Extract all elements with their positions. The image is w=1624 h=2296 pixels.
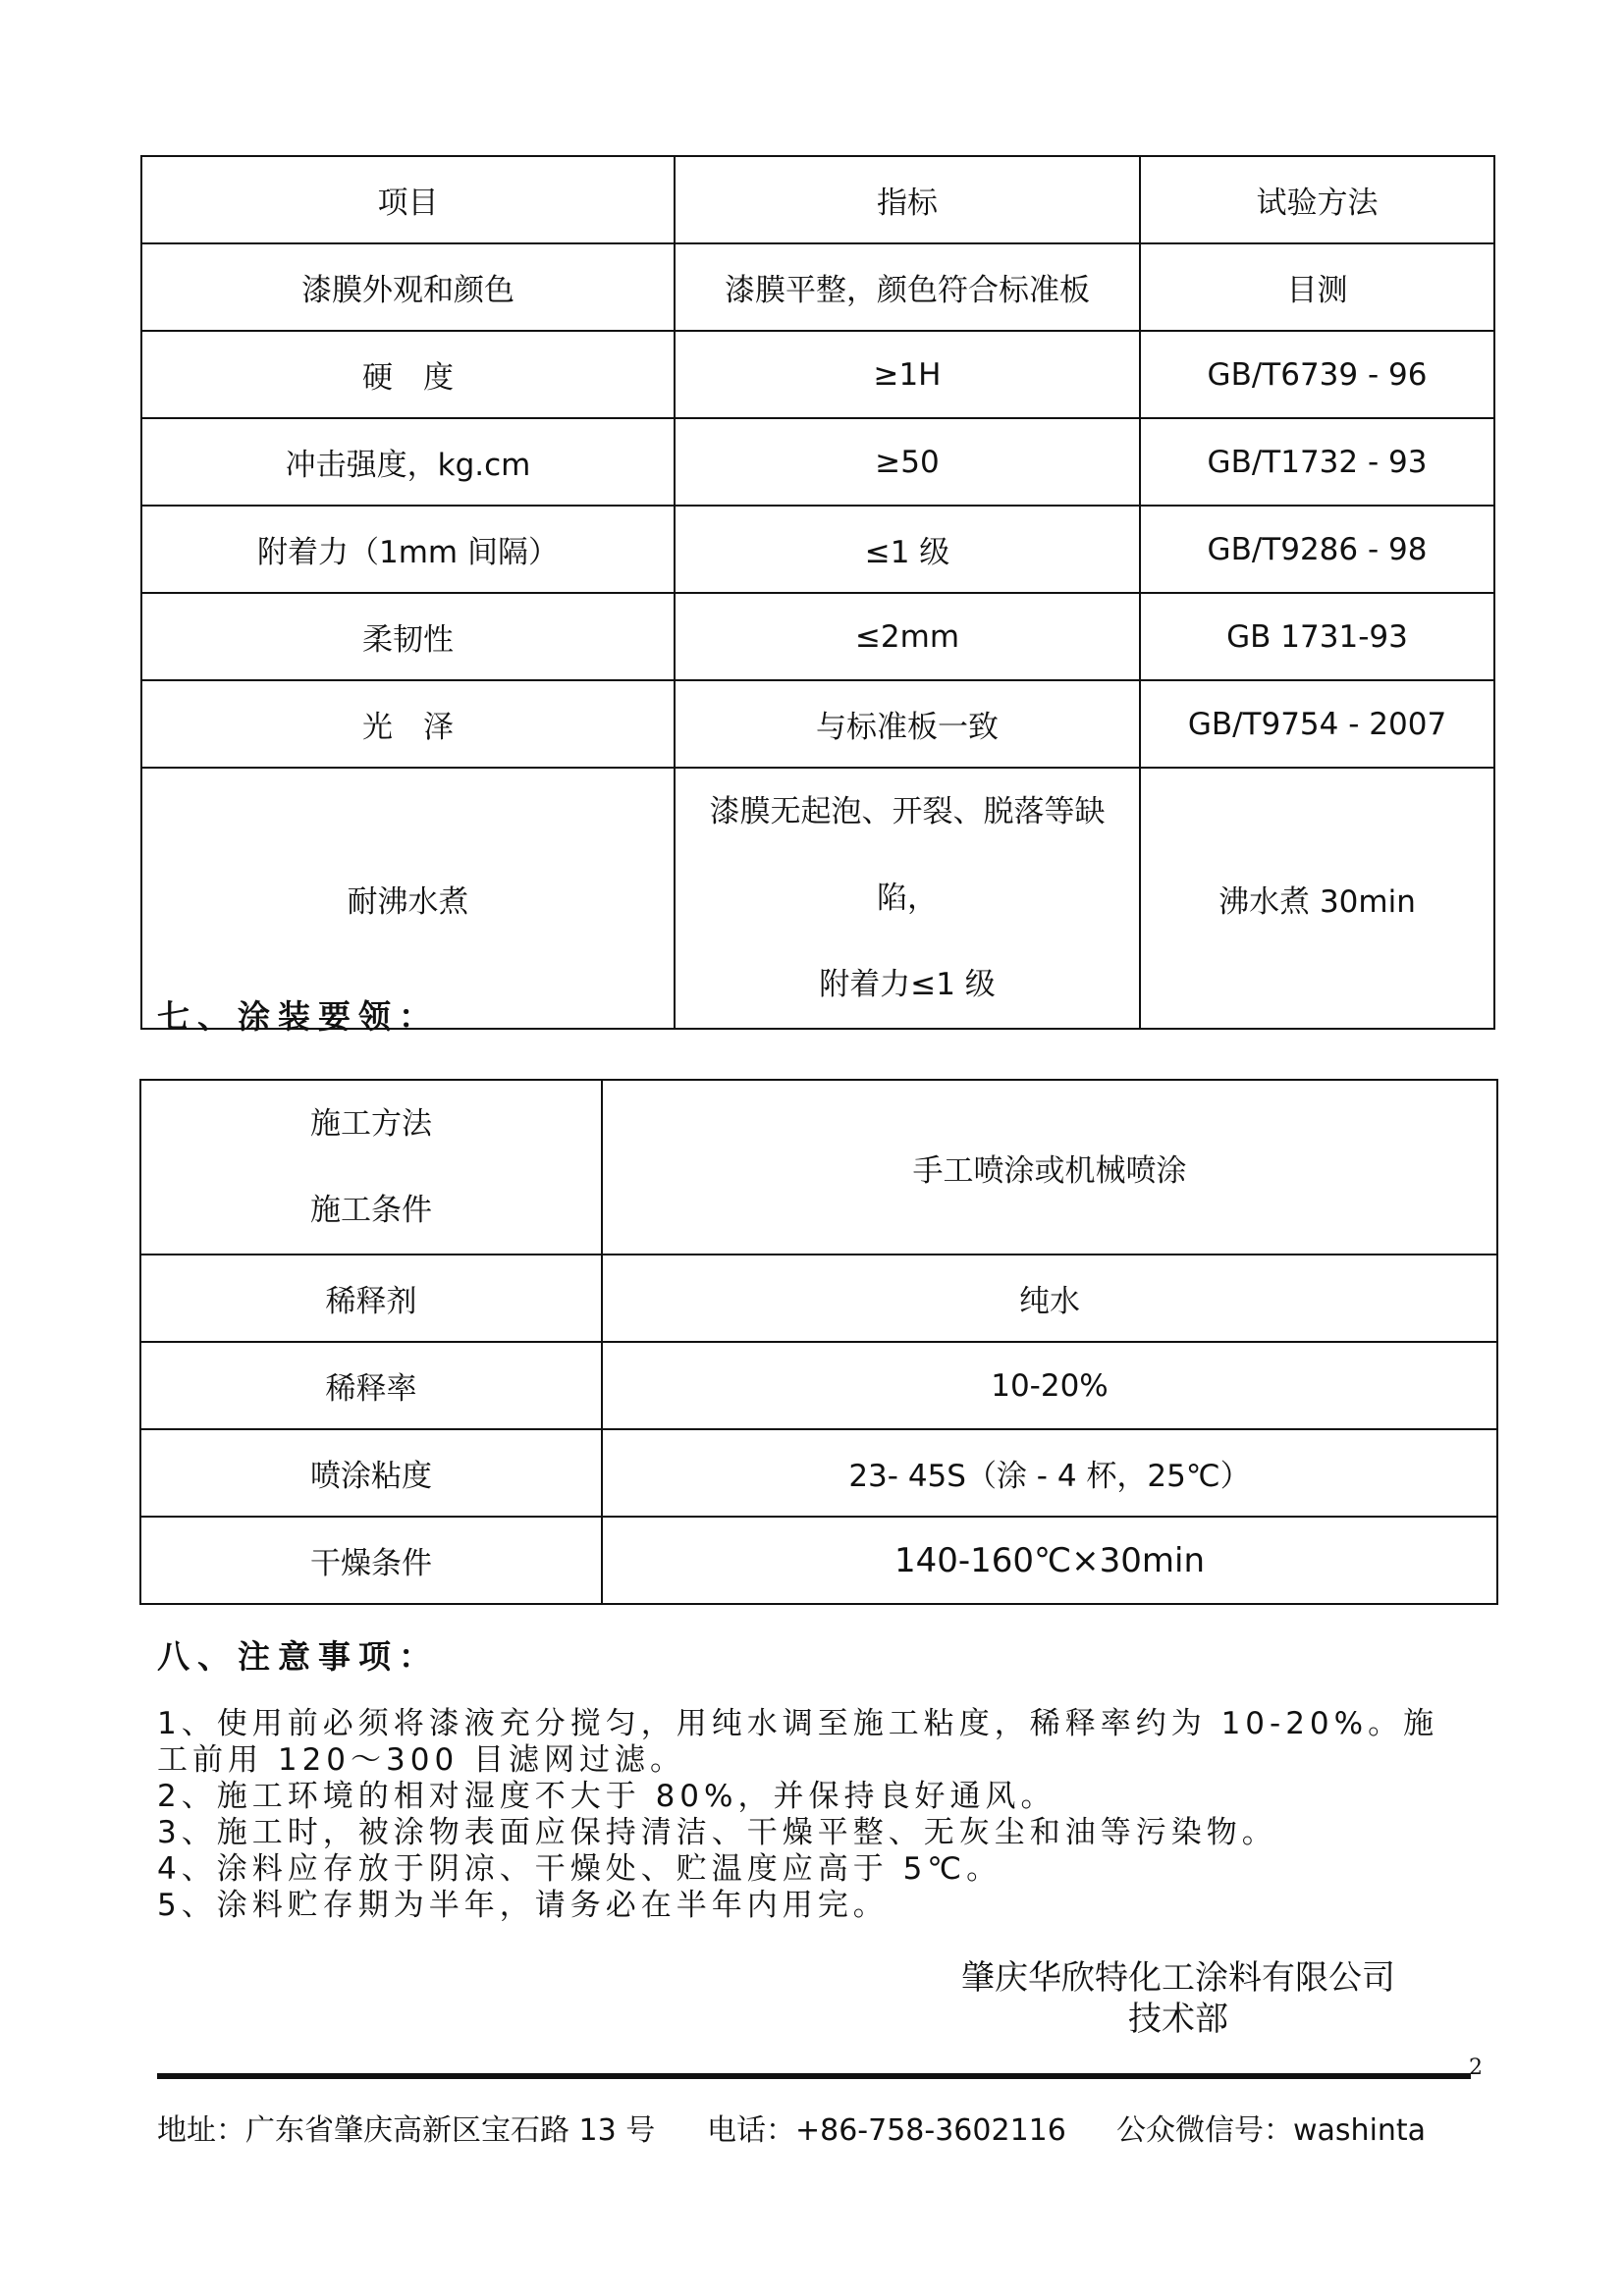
note-item: 4、涂料应存放于阴凉、干燥处、贮温度应高于 5℃。 [157, 1851, 1002, 1887]
header-cell: 项目 [141, 156, 675, 243]
header-cell: 试验方法 [1140, 156, 1494, 243]
table-row [141, 680, 1494, 768]
table-cell: GB/T9754 - 2007 [1140, 680, 1494, 768]
coating-table [139, 1079, 1498, 1605]
table-cell: 耐沸水煮 [141, 768, 675, 1029]
footer-divider [157, 2073, 1471, 2079]
note-item: 5、涂料贮存期为半年，请务必在半年内用完。 [157, 1888, 889, 1923]
table-row [140, 1517, 1497, 1604]
table-row [141, 331, 1494, 418]
table-cell: 光 泽 [141, 680, 675, 768]
table-cell: GB 1731-93 [1140, 593, 1494, 680]
table-row [140, 1342, 1497, 1429]
company-name: 肇庆华欣特化工涂料有限公司 [961, 1958, 1395, 1998]
section-title-coating: 七、涂装要领： [157, 997, 439, 1036]
table-cell [675, 768, 1140, 1029]
table-row [140, 1080, 1497, 1255]
performance-table [140, 155, 1495, 1030]
table-cell: GB/T9286 - 98 [1140, 506, 1494, 593]
table-row [141, 506, 1494, 593]
table-cell: GB/T1732 - 93 [1140, 418, 1494, 506]
table-cell: 漆膜外观和颜色 [141, 243, 675, 331]
footer-wechat: 公众微信号：washinta [1116, 2113, 1427, 2148]
table-cell: ≥1H [675, 331, 1140, 418]
table-cell: ≤1 级 [675, 506, 1140, 593]
table-cell: 喷涂粘度 [140, 1429, 602, 1517]
table-cell: 稀释率 [140, 1342, 602, 1429]
table-row [141, 768, 1494, 1029]
table-cell: 140-160℃×30min [602, 1517, 1497, 1604]
note-item: 1、使用前必须将漆液充分搅匀，用纯水调至施工粘度，稀释率约为 10-20%。施工前用 120～300 目滤网过滤。 [157, 1706, 1439, 1778]
page-number: 2 [1469, 2056, 1483, 2080]
table-cell: 冲击强度，kg.cm [141, 418, 675, 506]
table-row [140, 1255, 1497, 1342]
note-item: 2、施工环境的相对湿度不大于 80%，并保持良好通风。 [157, 1779, 1056, 1814]
cell-line: 附着力≤1 级 [819, 967, 996, 1002]
table-cell: ≥50 [675, 418, 1140, 506]
table-cell: 漆膜平整，颜色符合标准板 [675, 243, 1140, 331]
table-header-row [141, 156, 1494, 243]
section-title-notes: 八、注意事项： [157, 1637, 439, 1676]
note-item: 3、施工时，被涂物表面应保持清洁、干燥平整、无灰尘和油等污染物。 [157, 1815, 1277, 1850]
table-cell: 23- 45S（涂 - 4 杯，25℃） [602, 1429, 1497, 1517]
cell-line: 施工条件 [310, 1193, 432, 1228]
table-cell: 与标准板一致 [675, 680, 1140, 768]
table-cell: GB/T6739 - 96 [1140, 331, 1494, 418]
table-cell: ≤2mm [675, 593, 1140, 680]
table-row [141, 418, 1494, 506]
table-cell: 纯水 [602, 1255, 1497, 1342]
cell-line: 施工方法 [310, 1106, 432, 1142]
table-row [141, 243, 1494, 331]
footer-phone: 电话：+86-758-3602116 [707, 2113, 1066, 2148]
table-cell: 10-20% [602, 1342, 1497, 1429]
table-cell: 干燥条件 [140, 1517, 602, 1604]
table-cell: 手工喷涂或机械喷涂 [602, 1080, 1497, 1255]
table-cell: 目测 [1140, 243, 1494, 331]
header-cell: 指标 [675, 156, 1140, 243]
table-cell: 柔韧性 [141, 593, 675, 680]
table-row [140, 1429, 1497, 1517]
table-cell: 稀释剂 [140, 1255, 602, 1342]
footer-address: 地址：广东省肇庆高新区宝石路 13 号 [157, 2113, 656, 2148]
table-row [141, 593, 1494, 680]
table-cell: 硬 度 [141, 331, 675, 418]
notes-list [157, 1706, 1473, 1924]
cell-line: 漆膜无起泡、开裂、脱落等缺陷， [709, 794, 1106, 916]
table-cell: 附着力（1mm 间隔） [141, 506, 675, 593]
department-name: 技术部 [1128, 2000, 1228, 2039]
signature-block [884, 1957, 1473, 2040]
table-cell: 沸水煮 30min [1140, 768, 1494, 1029]
table-cell [140, 1080, 602, 1255]
